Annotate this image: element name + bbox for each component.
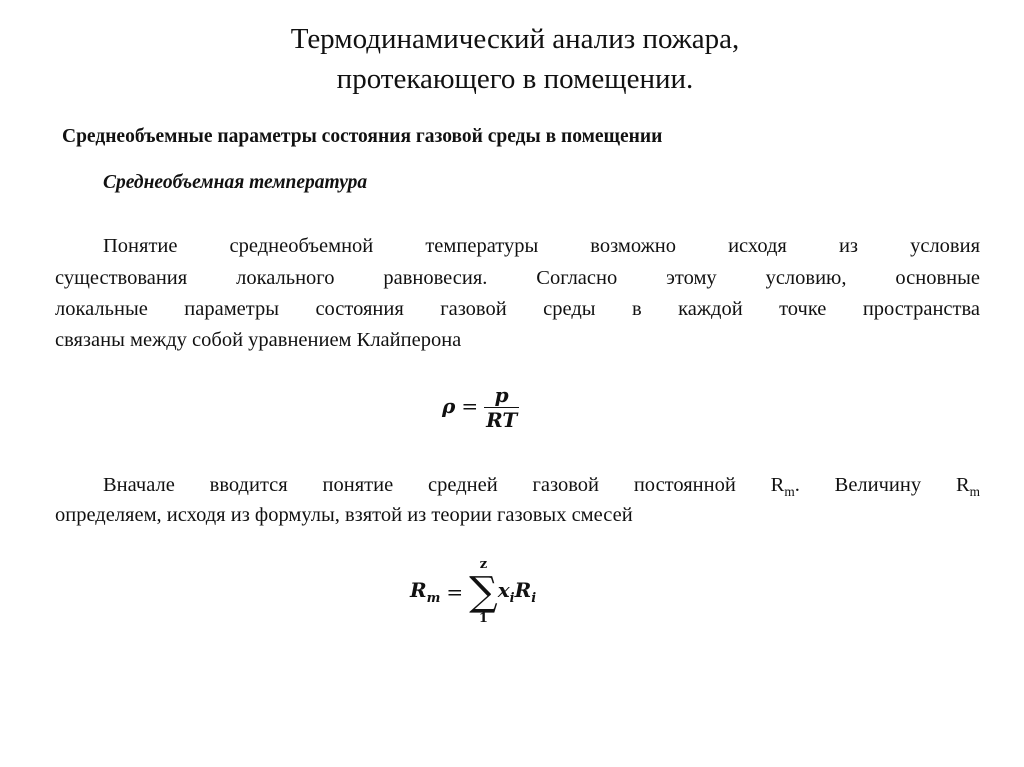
equals-sign: = <box>446 580 464 604</box>
subscript: i <box>509 591 515 606</box>
text: Вначале вводится понятие средней газовой постоянной R <box>103 474 785 496</box>
numerator: p <box>484 383 519 408</box>
subscript: m <box>426 591 441 606</box>
r-symbol: R <box>410 578 427 602</box>
summand <box>497 578 537 606</box>
paragraph-line: определяем, исходя из формулы, взятой из теории газовых смесей <box>55 504 633 526</box>
slide-title-line-1: Термодинамический анализ пожара, <box>290 23 740 55</box>
equals-sign: = <box>461 394 479 418</box>
section-heading: Среднеобъемные параметры состояния газовой среды в помещении <box>62 126 663 147</box>
paragraph-line: существования локального равновесия. Согласно этому условию, основные <box>55 267 980 289</box>
upper-limit: z <box>479 557 488 572</box>
formula-density <box>442 383 519 432</box>
denominator: RT <box>486 408 518 432</box>
paragraph-line: Понятие среднеобъемной температуры возможно исходя из условия <box>103 235 980 257</box>
sum-symbol <box>469 558 498 626</box>
rho-symbol: ρ <box>442 394 456 418</box>
subscript: m <box>784 484 795 500</box>
lower-limit: 1 <box>478 611 488 626</box>
text: . Величину R <box>794 474 970 496</box>
slide-title-line-2: протекающего в помещении. <box>336 63 694 95</box>
subsection-heading: Среднеобъемная температура <box>103 172 368 193</box>
x-symbol: x <box>497 578 510 602</box>
paragraph-line <box>103 473 980 504</box>
subscript: m <box>969 484 980 500</box>
subscript: i <box>531 591 537 606</box>
sigma: ∑ <box>469 569 498 615</box>
paragraph-line: локальные параметры состояния газовой среды в каждой точке пространства <box>55 298 980 320</box>
r-symbol: R <box>514 578 532 602</box>
paragraph-line: связаны между собой уравнением Клайперона <box>55 329 462 351</box>
lhs <box>410 578 441 606</box>
formula-gas-constant <box>410 558 536 626</box>
fraction <box>484 383 519 432</box>
